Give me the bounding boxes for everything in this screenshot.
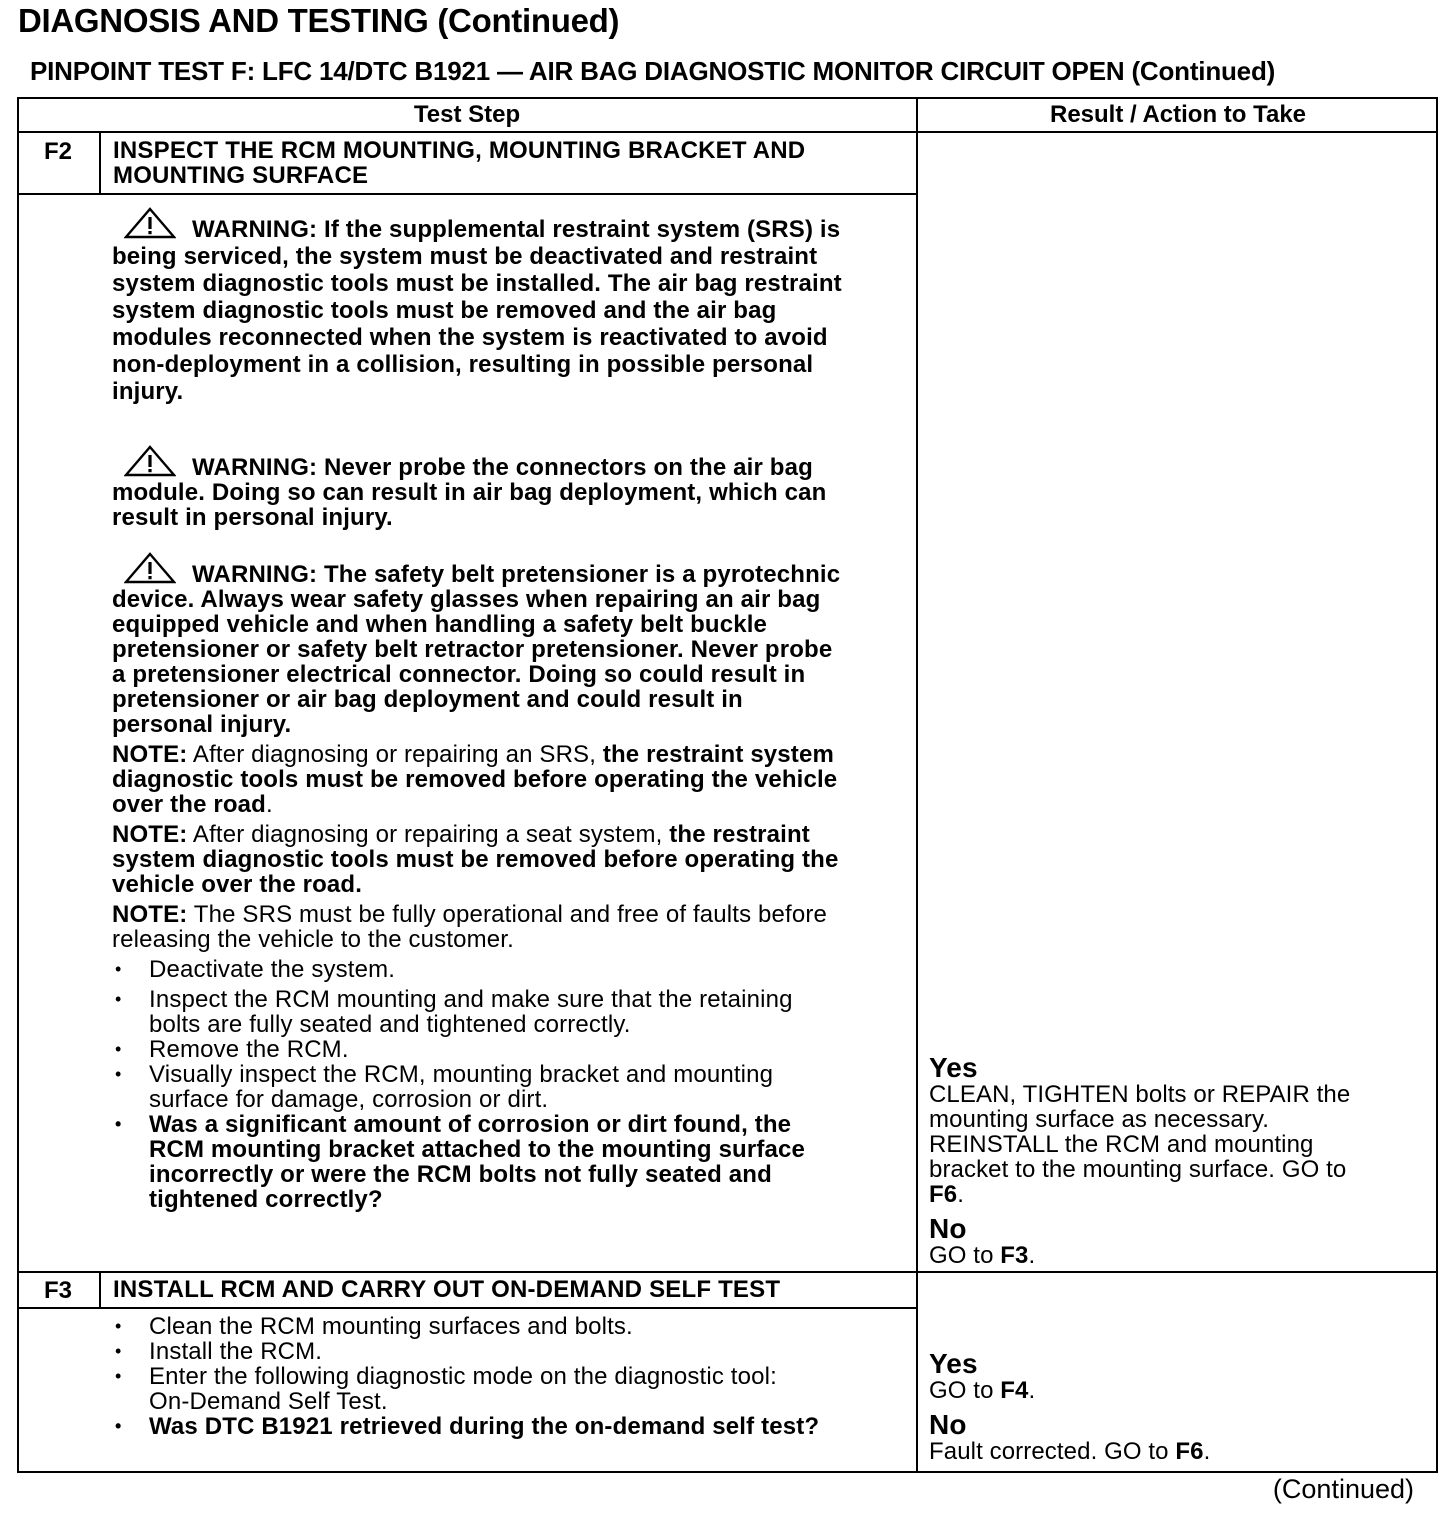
list-item: • Visually inspect the RCM, mounting bracket and mounting surface for damage, corrosion or dirt.	[112, 1062, 902, 1112]
f3-title-divider	[17, 1307, 918, 1309]
step-title-f3: INSTALL RCM AND CARRY OUT ON-DEMAND SELF TEST	[113, 1276, 781, 1303]
list-item: • Deactivate the system.	[112, 957, 902, 982]
result-no-label: No	[929, 1213, 967, 1244]
continued-label: (Continued)	[1272, 1474, 1414, 1504]
note-block: NOTE: The SRS must be fully operational and free of faults before releasing the vehicle to the customer.	[112, 901, 828, 953]
f2-id-divider	[99, 131, 101, 195]
f3-step-list	[112, 1314, 902, 1439]
column-header-test-step: Test Step	[413, 101, 521, 128]
warning-triangle-icon	[124, 552, 176, 584]
f3-id-divider	[99, 1271, 101, 1309]
note-block: NOTE: After diagnosing or repairing an SRS, the restraint system diagnostic tools must be removed before operating the vehicle over the road.	[112, 741, 838, 818]
f2-result: Yes CLEAN, TIGHTEN bolts or REPAIR the mounting surface as necessary. REINSTALL the RCM and mounting bracket to the mounting surface. GO to F6. No GO to F3.	[929, 1054, 1424, 1268]
list-item: • Install the RCM.	[112, 1339, 902, 1364]
f2-instructions	[112, 207, 902, 1212]
result-yes-label: Yes	[929, 1052, 978, 1083]
warning-triangle-icon	[124, 445, 176, 477]
warning-triangle-icon	[124, 207, 176, 239]
list-item: • Enter the following diagnostic mode on the diagnostic tool: On-Demand Self Test.	[112, 1364, 902, 1414]
list-item: • Inspect the RCM mounting and make sure that the retaining bolts are fully seated and tightened correctly.	[112, 987, 902, 1037]
column-divider	[916, 97, 918, 1473]
step-id-f2: F2	[43, 138, 72, 165]
f2-f3-divider	[17, 1271, 1438, 1273]
list-item: • Was DTC B1921 retrieved during the on-demand self test?	[112, 1414, 902, 1439]
warning-block: WARNING: The safety belt pretensioner is a pyrotechnic device. Always wear safety glasses when repairing an air bag equipped vehicle and when handling a safety belt buckle pretensioner or safety belt retractor pretensioner. Never probe a pretensioner electrical connector. Doing so could result in pretensioner or air bag deployment and could result in personal injury.	[112, 552, 902, 737]
pinpoint-test-title: PINPOINT TEST F: LFC 14/DTC B1921 — AIR BAG DIAGNOSTIC MONITOR CIRCUIT OPEN (Continued)	[30, 56, 1276, 86]
f2-step-list	[112, 957, 902, 1212]
list-item: • Clean the RCM mounting surfaces and bolts.	[112, 1314, 902, 1339]
f3-result: Yes GO to F4. No Fault corrected. GO to F6.	[929, 1350, 1424, 1464]
step-id-f3: F3	[43, 1277, 72, 1304]
step-title-f2: INSPECT THE RCM MOUNTING, MOUNTING BRACKET AND MOUNTING SURFACE	[113, 137, 806, 189]
f2-title-divider	[17, 193, 918, 195]
warning-block: WARNING: If the supplemental restraint system (SRS) is being serviced, the system must be deactivated and restraint system diagnostic tools must be installed. The air bag restraint system diagnostic tools must be removed and the air bag modules reconnected when the system is reactivated to avoid non-deployment in a collision, resulting in possible personal injury.	[112, 207, 902, 405]
note-block: NOTE: After diagnosing or repairing a seat system, the restraint system diagnostic tools must be removed before operating the vehicle over the road.	[112, 821, 839, 898]
column-header-result: Result / Action to Take	[1049, 101, 1307, 128]
result-yes-label: Yes	[929, 1348, 978, 1379]
page-title: DIAGNOSIS AND TESTING (Continued)	[18, 2, 620, 39]
result-no-label: No	[929, 1409, 967, 1440]
f3-instructions	[112, 1314, 902, 1439]
list-item: • Was a significant amount of corrosion or dirt found, the RCM mounting bracket attached to the mounting surface incorrectly or were the RCM bolts not fully seated and tightened correctly?	[112, 1112, 902, 1212]
list-item: • Remove the RCM.	[112, 1037, 902, 1062]
warning-block: WARNING: Never probe the connectors on the air bag module. Doing so can result in air bag deployment, which can result in personal injury.	[112, 445, 902, 530]
header-row-divider	[17, 131, 1438, 133]
